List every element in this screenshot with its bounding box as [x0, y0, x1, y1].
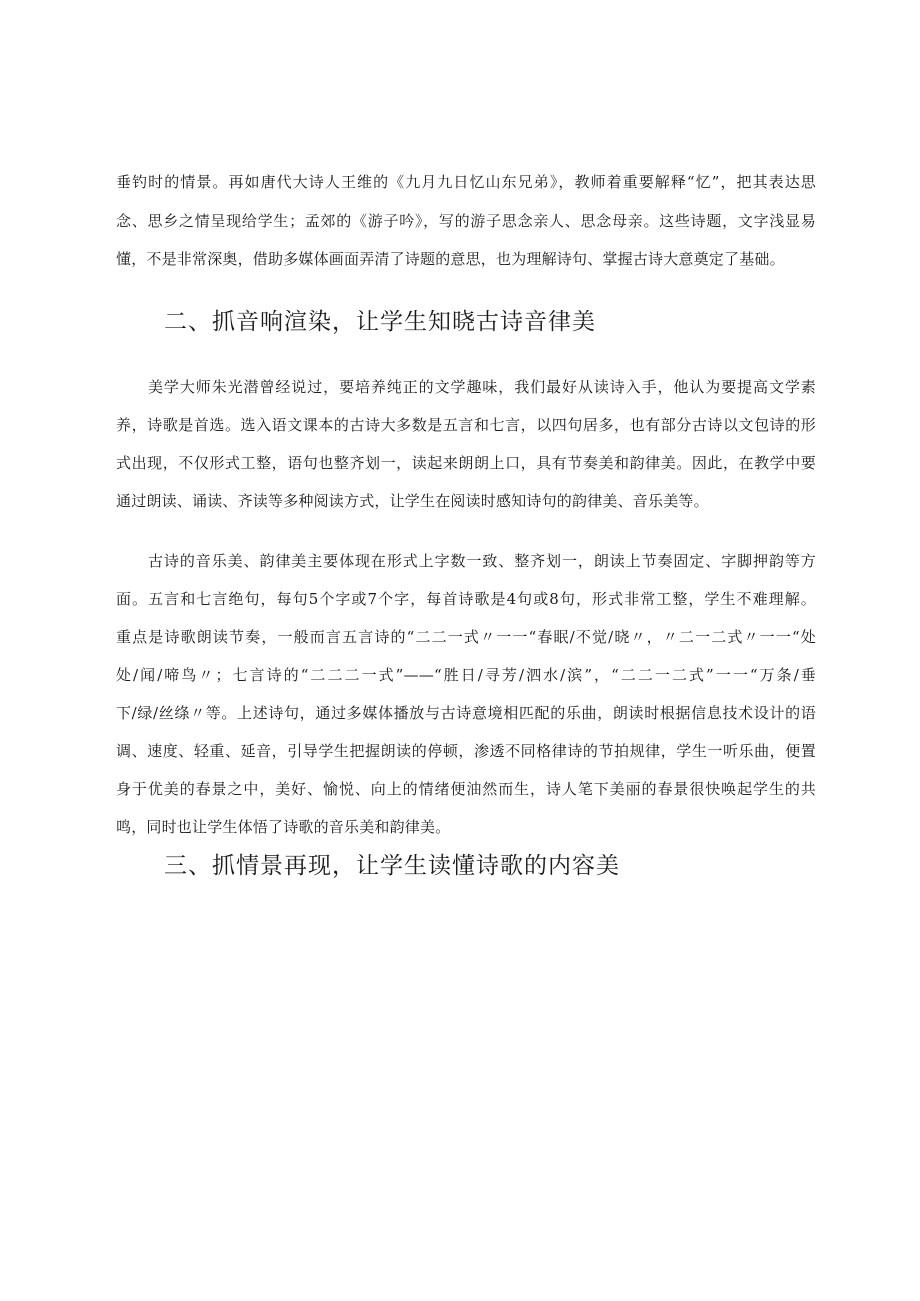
s2-p1-line-2: 养，诗歌是首选。选入语文课本的古诗大多数是五言和七言，以四句居多，也有部分古诗以文包诗的形	[116, 416, 816, 434]
s2-p1-line-1: 美学大师朱光潜曾经说过，要培养纯正的文学趣味，我们最好从读诗入手，他认为要提高文学素	[148, 378, 816, 396]
s2-p2-line-2: 面。五言和七言绝句，每句5个字或7个字，每首诗歌是4句或8句，形式非常工整，学生不难理解。	[116, 590, 816, 608]
s2-p2-line-5: 下/绿/丝绦〃等。上述诗句，通过多媒体播放与古诗意境相匹配的乐曲，朗读时根据信息技术设计的语	[116, 704, 816, 722]
section-3-heading: 三、抓情景再现，让学生读懂诗歌的内容美	[164, 853, 620, 879]
s2-p2-line-3: 重点是诗歌朗读节奏，一般而言五言诗的“二二一式〃一一“春眠/不觉/晓〃，〃二一二式〃一一“处	[116, 628, 816, 646]
s2-p2-line-7: 身于优美的春景之中，美好、愉悦、向上的情绪便油然而生，诗人笔下美丽的春景很快唤起学生的共	[116, 780, 816, 798]
s2-p2-line-1: 古诗的音乐美、韵律美主要体现在形式上字数一致、整齐划一，朗读上节奏固定、字脚押韵等方	[148, 552, 816, 570]
section-2-heading: 二、抓音响渲染，让学生知晓古诗音律美	[164, 309, 596, 335]
intro-line-2: 念、思乡之情呈现给学生；孟郊的《游子吟》，写的游子思念亲人、思念母亲。这些诗题，文字浅显易	[116, 212, 816, 230]
s2-p1-line-3: 式出现，不仅形式工整，语句也整齐划一，读起来朗朗上口，具有节奏美和韵律美。因此，在教学中要	[116, 454, 816, 472]
s2-p2-line-6: 调、速度、轻重、延音，引导学生把握朗读的停顿，渗透不同格律诗的节拍规律，学生一听乐曲，便置	[116, 742, 816, 760]
intro-line-1: 垂钓时的情景。再如唐代大诗人王维的《九月九日忆山东兄弟》，教师着重要解释“忆”，把其表达思	[116, 173, 816, 191]
s2-p2-line-8: 鸣，同时也让学生体悟了诗歌的音乐美和韵律美。	[116, 818, 451, 836]
s2-p2-line-4: 处/闻/啼鸟〃；七言诗的“二二二一式”——“胜日/寻芳/泗水/滨”，“二二一二式”一一“万条/垂	[116, 666, 816, 684]
s2-p1-line-4: 通过朗读、诵读、齐读等多种阅读方式，让学生在阅读时感知诗句的韵律美、音乐美等。	[116, 492, 709, 510]
intro-line-3: 懂，不是非常深奥，借助多媒体画面弄清了诗题的意思，也为理解诗句、掌握古诗大意奠定了基础。	[116, 250, 785, 268]
